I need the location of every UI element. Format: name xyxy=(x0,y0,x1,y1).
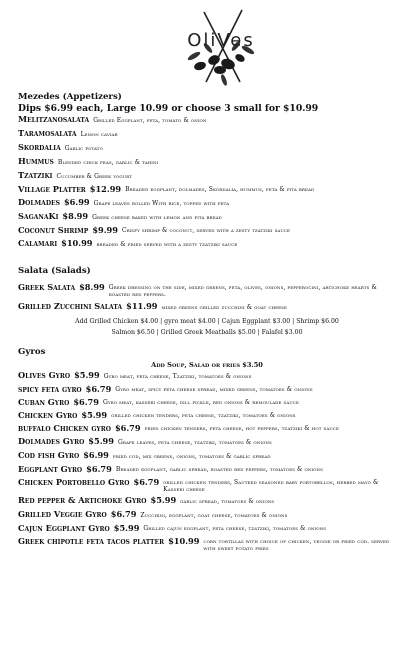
menu-item xyxy=(18,424,396,434)
item-description: Grilled Eggplant, feta, tomato & onion xyxy=(93,117,207,124)
item-name: Tzatziki xyxy=(18,170,53,180)
item-price: $6.79 xyxy=(73,396,99,407)
menu-item xyxy=(18,411,396,421)
menu-item xyxy=(18,510,396,521)
mezedes-section xyxy=(18,92,396,250)
item-name: Hummus xyxy=(18,156,54,166)
item-description: mixed greens grilled zucchini & goat cheese xyxy=(161,303,288,311)
section-title: Salata (Salads) xyxy=(18,266,91,276)
item-price: $6.79 xyxy=(133,476,160,487)
item-price: $11.99 xyxy=(126,300,158,311)
item-description: Crispy shrimp & coconut, served with a zesty tzatziki sauce xyxy=(121,227,291,234)
mezedes-items xyxy=(18,115,396,250)
menu-item xyxy=(18,283,396,298)
item-description: Gyro meat, spicy feta cheese spread, mixed greens, tomatoes & onions xyxy=(115,385,313,393)
item-name: Cajun Eggplant Gyro xyxy=(18,523,110,533)
item-name: Greek chipotle feta tacos platter xyxy=(18,536,165,546)
item-price: $8.99 xyxy=(62,211,89,221)
item-description: Breaded eggplant, garlic spread, roasted red peppers, tomatoes & onions xyxy=(115,465,323,473)
item-name: SaganaKi xyxy=(18,211,59,221)
item-description: Garlic potato xyxy=(64,145,103,152)
item-price: $5.99 xyxy=(150,495,177,505)
item-name: Taramosalata xyxy=(18,128,77,138)
item-name: Calamari xyxy=(18,238,58,248)
item-name: spicy feta gyro xyxy=(18,383,82,394)
item-price: $6.99 xyxy=(83,449,109,460)
gyros-section xyxy=(18,347,396,553)
gyros-items xyxy=(18,371,396,553)
salata-items xyxy=(18,283,396,312)
item-description: grilled chicken tenders, Sauteed seasoned baby portobellos, herbed mayo & Kasseri cheese xyxy=(163,478,379,493)
item-description: fried cod, mix greens, onions, tomatoes & garlic spread xyxy=(112,452,271,460)
item-price: $6.79 xyxy=(110,509,137,519)
item-description: Grape leaves rolled With rice, topped with feta xyxy=(93,200,230,207)
item-description: breaded & fried served with a zesty tzatziki sauce xyxy=(96,241,238,248)
item-description: Cucumber & Greek yogurt xyxy=(56,173,132,180)
item-name: Red pepper & Artichoke Gyro xyxy=(18,495,147,505)
item-price: $10.99 xyxy=(61,238,93,248)
menu-item xyxy=(18,537,396,552)
item-description: garlic spread, tomatoes & onions xyxy=(180,498,275,505)
item-description: Grape leaves, feta cheese, tzatziki, tomatoes & onions xyxy=(117,438,272,446)
logo-text: OliVes xyxy=(187,30,255,51)
salata-addons-2: Salmon $6.50 | Grilled Greek Meatballs $5.00 | Falafel $3.00 xyxy=(111,328,303,336)
item-price: $5.99 xyxy=(88,435,114,446)
item-description: Gyro meat, feta cheese, Tzatziki, tomatoes & onions xyxy=(103,372,252,380)
item-description: Zucchini, eggplant, goat cheese, tomatoes & onions xyxy=(140,512,288,519)
item-price: $6.79 xyxy=(86,463,112,474)
item-name: Cod fish Gyro xyxy=(18,449,80,460)
item-name: Grilled Veggie Gyro xyxy=(18,509,107,519)
item-name: Melitzanosalata xyxy=(18,114,90,124)
item-price: $5.99 xyxy=(81,409,108,420)
menu-item xyxy=(18,185,396,195)
section-title: Gyros xyxy=(18,346,46,357)
menu-item xyxy=(18,451,396,462)
gyros-subhead: Add Soup, Salad or fries $3.50 xyxy=(151,360,263,369)
menu-item xyxy=(18,437,396,448)
menu-item xyxy=(18,465,396,475)
menu-item xyxy=(18,171,396,182)
item-price: $10.99 xyxy=(168,536,200,546)
item-price: $8.99 xyxy=(79,282,105,292)
item-price: $5.99 xyxy=(113,523,140,533)
menu-item xyxy=(18,385,396,395)
item-name: Skordalia xyxy=(18,142,61,152)
menu-item xyxy=(18,198,396,209)
item-description: Greek cheese baked with lemon and pita bread xyxy=(92,214,222,221)
item-description: Lemon caviar xyxy=(80,131,118,138)
item-description: grilled chicken tenders, feta cheese, tzatziki, tomatoes & onions xyxy=(111,411,296,419)
salata-addons-1: Add Grilled Chicken $4.00 | gyro meat $4.00 | Cajun Eggplant $3.00 | Shrimp $6.00 xyxy=(75,317,339,325)
dips-line: Dips $6.99 each, Large 10.99 or choose 3 small for $10.99 xyxy=(18,103,319,114)
salata-section xyxy=(18,266,396,338)
item-name: Greek Salata xyxy=(18,282,76,292)
item-name: Village Platter xyxy=(18,184,86,194)
item-price: $6.79 xyxy=(114,422,141,433)
item-price: $6.99 xyxy=(63,197,90,207)
menu-item xyxy=(18,129,396,140)
item-name: Coconut Shrimp xyxy=(18,225,89,235)
menu-item xyxy=(18,398,396,408)
item-price: $9.99 xyxy=(92,225,118,235)
item-name: Grilled Zucchini Salata xyxy=(18,300,123,311)
item-price: $6.79 xyxy=(85,383,112,394)
item-price: $5.99 xyxy=(74,369,100,380)
menu-item xyxy=(18,115,396,126)
item-description: Gyro meat, kasseri cheese, dill pickle, red onions & remoulade sauce xyxy=(102,398,299,406)
item-price: $12.99 xyxy=(89,184,122,194)
item-name: Cuban Gyro xyxy=(18,396,70,407)
item-description: Greek dressing on the side, mixed greens, feta, olives, onions, pepperocini, artichoke hearts & roasted red peppers. xyxy=(108,284,377,298)
section-title: Mezedes (Appetizers) xyxy=(18,92,122,102)
item-description: fried chicken tenders, feta cheese, hot peppers, tzatziki & hot sauce xyxy=(144,424,339,432)
item-name: Chicken Portobello Gyro xyxy=(18,476,130,487)
item-name: Dolmades xyxy=(18,197,60,207)
menu-item xyxy=(18,302,396,313)
item-name: buffalo Chicken gyro xyxy=(18,422,111,433)
menu-item xyxy=(18,212,396,223)
logo xyxy=(18,0,396,92)
item-description: Breaded eggplant, dolmades, Skordalia, hummus, feta & pita bread xyxy=(125,186,315,193)
menu-item xyxy=(18,524,396,534)
menu-item xyxy=(18,478,396,493)
menu-item xyxy=(18,239,396,250)
menu-item xyxy=(18,226,396,236)
item-description: Blended chick peas, garlic & tahini xyxy=(57,159,159,166)
item-name: Chicken Gyro xyxy=(18,409,78,420)
menu-item xyxy=(18,157,396,168)
item-description: Grilled cajun eggplant, feta cheese, tzatziki, tomatoes & onions xyxy=(143,525,327,532)
item-description: corn tortillas with choice of chicken, veggie or fried cod. served with sweet potato fries xyxy=(203,538,390,552)
item-name: Olives Gyro xyxy=(18,369,71,380)
item-name: Dolmades Gyro xyxy=(18,435,85,446)
menu-item xyxy=(18,143,396,154)
item-name: Eggplant Gyro xyxy=(18,463,83,474)
menu-item xyxy=(18,496,396,507)
menu-item xyxy=(18,371,396,382)
